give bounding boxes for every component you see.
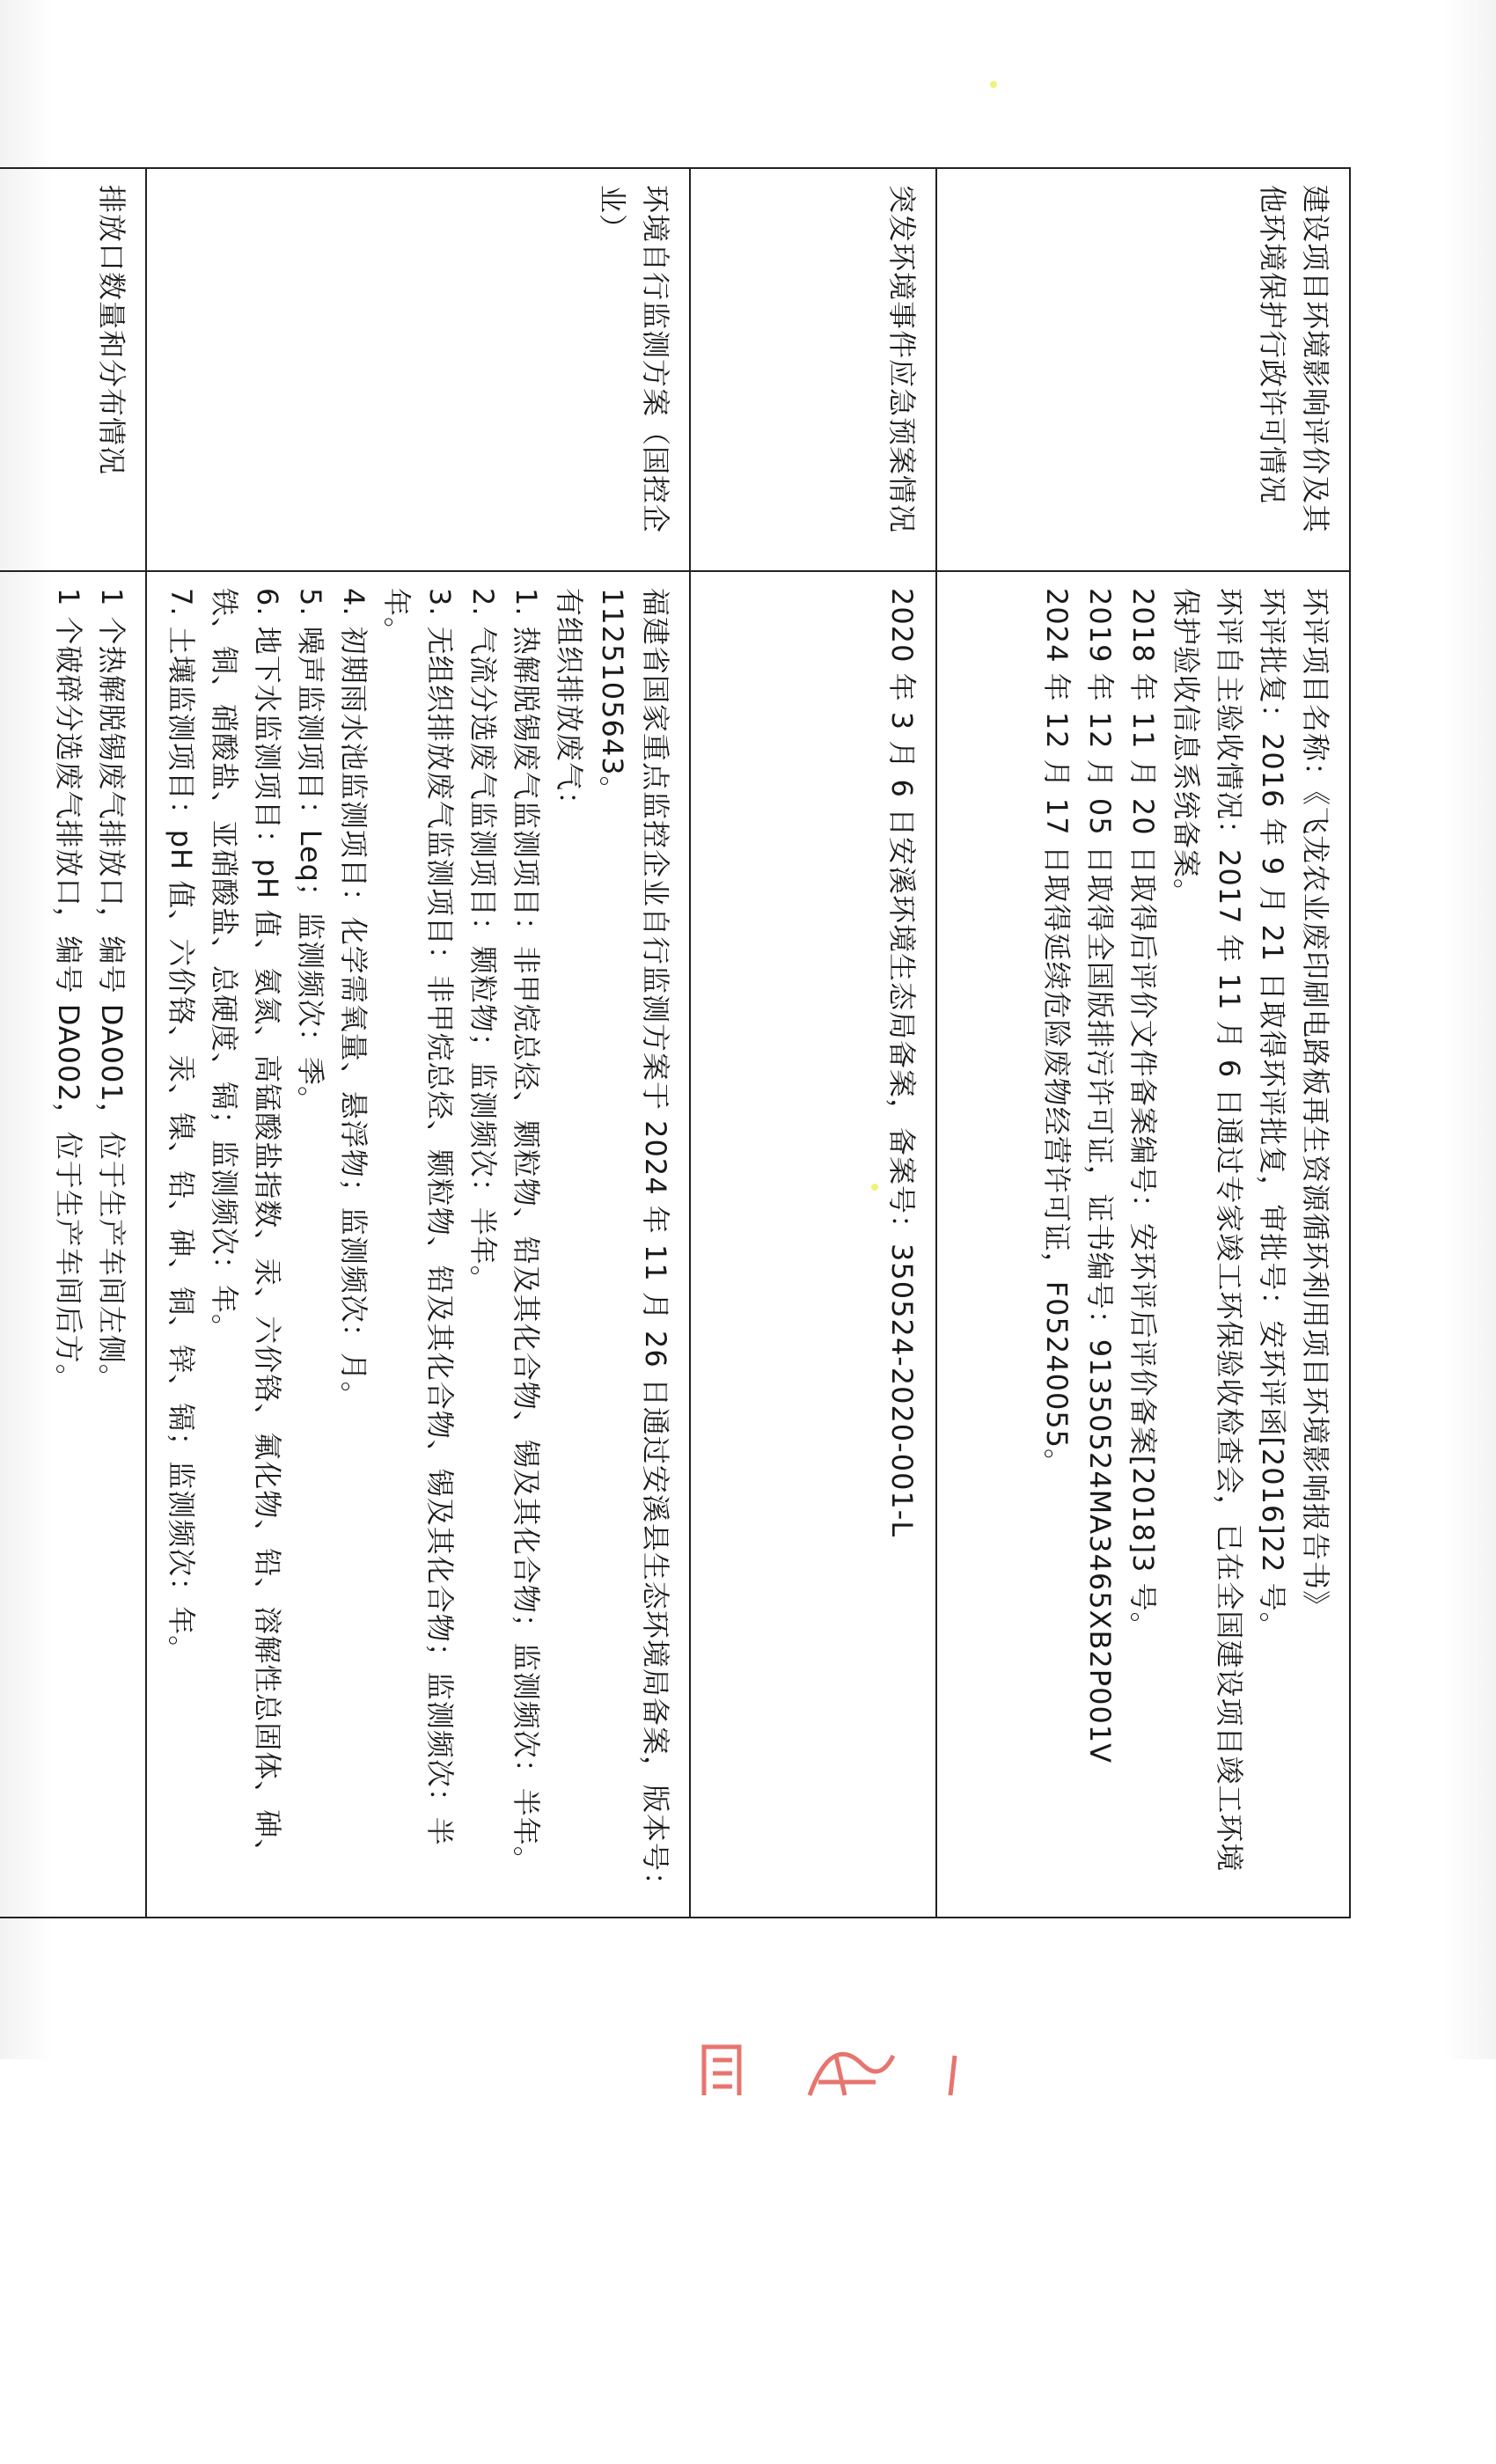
row-content-cell — [146, 571, 690, 1918]
row-label: 排放口数量和分布情况 — [95, 185, 128, 476]
red-seal-fragment — [686, 2020, 1003, 2100]
row-content: 环评项目名称：《飞龙农业废印刷电路板再生资源循环利用项目环境影响报告书》 环评批复：2016 年 9 月 21 日取得环评批复，审批号：安环评函[2016]22 号。 环评自主验收情况：2017 年 11 月 6 日通过专家竣工环保验收检查会，已在全国建设项目竣工环境保护验收信息系统备案。 2018 年 11 月 20 日取得后评价文件备案编号：安环评后评价备案[2018]3 号。 2019 年 12 月 05 日取得全国版排污许可证，证书编号：91350524MA3465XB2P001V 2024 年 12 月 17 日取得延续危险废物经营许可证，F05240055。 — [1040, 588, 1332, 1873]
row-label: 建设项目环境影响评价及其他环境保护行政许可情况 — [1256, 185, 1332, 534]
row-content-cell — [0, 571, 146, 1918]
table-row — [146, 168, 690, 1918]
row-label: 环境自行监测方案（国控企业） — [596, 185, 672, 534]
table-row — [690, 168, 936, 1918]
page-lower-margin — [0, 2059, 1496, 2464]
scan-speck — [990, 81, 997, 88]
row-content-cell — [936, 571, 1350, 1918]
row-content: 福建省国家重点监控企业自行监测方案于 2024 年 11 月 26 日通过安溪县生态环境局备案，版本号：1125105643。 有组织排放废气： 1. 热解脱锡废气监测项目：非甲烷总烃、颗粒物、铅及其化合物、锡及其化合物；监测频次：半年。 2. 气流分选废气监测项目：颗粒物；监测频次：半年。 3. 无组织排放废气监测项目：非甲烷总烃、颗粒物、铅及其化合物、锡及其化合物；监测频次：半年。 4. 初期雨水池监测项目：化学需氧量、悬浮物；监测频次：月。 5. 噪声监测项目：Leq；监测频次：季。 6. 地下水监测项目：pH 值、氨氮、高锰酸盐指数、汞、六价铬、氟化物、铅、溶解性总固体、砷、铁、铜、硝酸盐、亚硝酸盐、总硬度、镉；监测频次：年。 7. 土壤监测项目：pH 值、六价铬、汞、镍、铅、砷、铜、锌、镉；监测频次：年。 — [165, 588, 672, 1901]
rotated-page — [52, 167, 1351, 1918]
row-content-cell — [690, 571, 936, 1918]
row-label-cell — [690, 168, 936, 571]
row-content: 2020 年 3 月 6 日安溪环境生态局备案，备案号：350524-2020-001-L — [885, 588, 919, 1538]
table-row — [0, 168, 146, 1918]
row-label-cell — [0, 168, 146, 571]
table-row — [936, 168, 1350, 1918]
environmental-info-table — [0, 167, 1351, 1918]
row-label-cell — [936, 168, 1350, 571]
row-label: 突发环境事件应急预案情况 — [885, 185, 919, 534]
row-content: 1 个热解脱锡废气排放口，编号 DA001，位于生产车间左侧。 1 个破碎分选废气排放口，编号 DA002，位于生产车间后方。 — [52, 588, 128, 1393]
row-label-cell — [146, 168, 690, 571]
